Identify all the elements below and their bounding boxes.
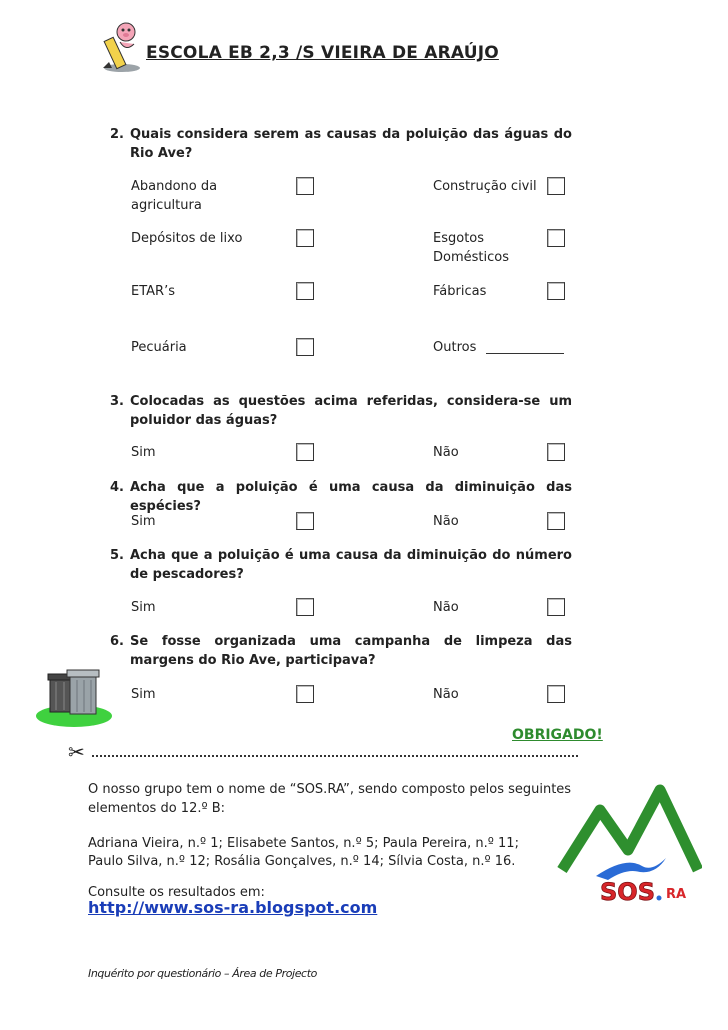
no-checkbox[interactable] (547, 598, 565, 616)
option-label: Fábricas (433, 284, 487, 299)
yes-checkbox[interactable] (296, 685, 314, 703)
question-4 (110, 478, 572, 516)
yes-label: Sim (131, 687, 156, 702)
no-label: Não (433, 687, 459, 702)
question-5 (110, 546, 572, 584)
question-3 (110, 392, 572, 430)
option-label: ETAR’s (131, 284, 175, 299)
yes-checkbox[interactable] (296, 443, 314, 461)
results-label: Consulte os resultados em: (88, 885, 265, 900)
option-label: Abandono da agricultura (131, 179, 218, 213)
cut-line-divider (92, 755, 578, 757)
option-checkbox[interactable] (296, 338, 314, 356)
no-label: Não (433, 445, 459, 460)
logo-text-sos: SOS (600, 878, 655, 906)
thank-you-text: OBRIGADO! (512, 727, 603, 743)
question-text: Acha que a poluição é uma causa da diminuição das espécies? (130, 480, 572, 514)
question-text: Acha que a poluição é uma causa da diminuição do número de pescadores? (130, 548, 572, 582)
option-label: Esgotos Domésticos (433, 231, 509, 265)
option-label: Construção civil (433, 179, 537, 194)
yes-checkbox[interactable] (296, 598, 314, 616)
no-label: Não (433, 600, 459, 615)
yes-label: Sim (131, 514, 156, 529)
footer-text: Inquérito por questionário – Área de Projecto (88, 967, 317, 980)
option-checkbox[interactable] (547, 282, 565, 300)
question-2 (110, 125, 572, 163)
option-checkbox[interactable] (547, 177, 565, 195)
outros-input-line[interactable] (486, 352, 564, 354)
group-description: O nosso grupo tem o nome de “SOS.RA”, sendo composto pelos seguintes elementos do 12.º B: (88, 782, 572, 816)
logo-text-ra: RA (666, 887, 687, 902)
option-checkbox[interactable] (296, 177, 314, 195)
question-text: Colocadas as questões acima referidas, considera-se um poluidor das águas? (130, 394, 572, 428)
option-label: Outros (433, 340, 477, 355)
sos-ra-logo (556, 772, 702, 912)
members-line-2: Paulo Silva, n.º 12; Rosália Gonçalves, n.º 14; Sílvia Costa, n.º 16. (88, 854, 516, 869)
no-checkbox[interactable] (547, 685, 565, 703)
scissors-icon: ✂ (68, 740, 85, 764)
question-number: 5. (110, 548, 124, 563)
option-label: Depósitos de lixo (131, 231, 243, 246)
option-checkbox[interactable] (547, 229, 565, 247)
question-number: 3. (110, 394, 124, 409)
option-checkbox[interactable] (296, 229, 314, 247)
yes-label: Sim (131, 445, 156, 460)
question-number: 6. (110, 634, 124, 649)
no-label: Não (433, 514, 459, 529)
members-line-1: Adriana Vieira, n.º 1; Elisabete Santos, n.º 5; Paula Pereira, n.º 11; (88, 836, 519, 851)
question-number: 2. (110, 127, 124, 142)
option-checkbox[interactable] (296, 282, 314, 300)
question-number: 4. (110, 480, 124, 495)
pencil-mascot-icon (100, 18, 144, 74)
yes-label: Sim (131, 600, 156, 615)
question-text: Se fosse organizada uma campanha de limpeza das margens do Rio Ave, participava? (130, 634, 572, 668)
yes-checkbox[interactable] (296, 512, 314, 530)
option-label: Pecuária (131, 340, 187, 355)
trash-cans-icon (34, 660, 114, 730)
results-link[interactable]: http://www.sos-ra.blogspot.com (88, 898, 378, 917)
question-text: Quais considera serem as causas da poluição das águas do Rio Ave? (130, 127, 572, 161)
page-title: ESCOLA EB 2,3 /S VIEIRA DE ARAÚJO (146, 43, 499, 63)
no-checkbox[interactable] (547, 512, 565, 530)
no-checkbox[interactable] (547, 443, 565, 461)
question-6 (110, 632, 572, 670)
